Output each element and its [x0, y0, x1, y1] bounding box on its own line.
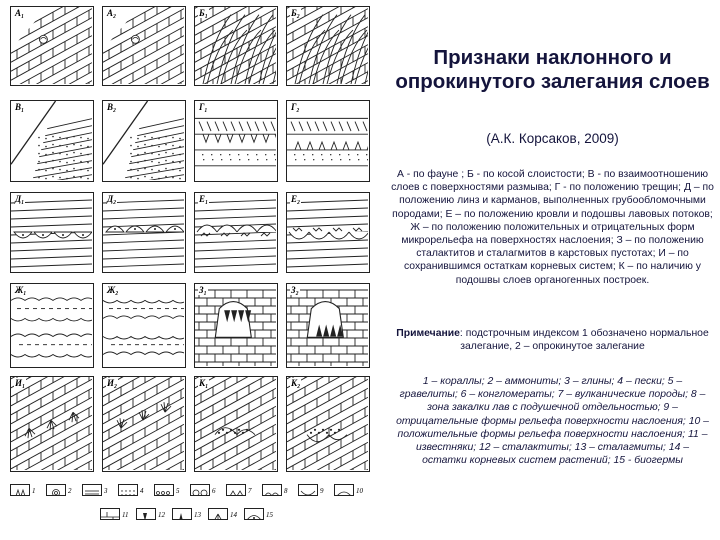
legend-swatch-drawing [245, 512, 263, 520]
figure-panel [102, 100, 186, 182]
legend-swatch [100, 508, 120, 520]
legend-number: 13 [194, 511, 201, 519]
panel-drawing [287, 193, 368, 271]
panel-label: Б₂ [291, 8, 300, 18]
legend-swatch-drawing [227, 488, 245, 496]
figure-panel [286, 6, 370, 86]
citation: (А.К. Корсаков, 2009) [486, 131, 619, 146]
figure-panel [194, 376, 278, 472]
legend-item [298, 484, 332, 498]
figure-panel [102, 283, 186, 368]
panel-drawing [103, 377, 184, 470]
panel-label: Е₁ [199, 194, 209, 204]
description-text: А - по фауне ; Б - по косой слоистости; В - по взаимоотношению слоев с поверхностями размыва; Г - по положению трещин; Д – по положению линз и карманов, выполненных грубообломочными породами; Е – по положению кровли и подошвы лавовых потоков; Ж – по положению положительных и отрицательных форм микрорельефа на поверхностях наслоения; З – по положению сталактитов и сталагмитов в карстовых пустотах; И – по сохранившимся остаткам корневых систем; К – по наличию у подошвы слоев органогенных построек. [391, 169, 714, 286]
panel-drawing [195, 101, 276, 180]
panel-label: Д₁ [15, 194, 25, 204]
figure-panel [286, 100, 370, 182]
legend-swatch-drawing [173, 512, 191, 520]
note-text [389, 327, 716, 353]
legend-item [118, 484, 152, 498]
panel-label: Г₁ [199, 102, 208, 112]
panel-drawing [11, 193, 92, 271]
legend-item [100, 508, 134, 522]
legend-number: 3 [104, 487, 108, 495]
legend-item [136, 508, 170, 522]
figure-panel [194, 6, 278, 86]
legend-number: 15 [266, 511, 273, 519]
legend-swatch [172, 508, 192, 520]
figure-panel [286, 192, 370, 273]
legend-item [154, 484, 188, 498]
figure-panel [10, 100, 94, 182]
legend-swatch [208, 508, 228, 520]
figure-panel [10, 376, 94, 472]
figure-panel [102, 376, 186, 472]
legend-number: 9 [320, 487, 324, 495]
legend-swatch [190, 484, 210, 496]
panel-label: К₂ [291, 378, 301, 388]
legend-swatch-drawing [155, 488, 173, 496]
panel-label: В₂ [107, 102, 117, 112]
slide-title: Признаки наклонного и опрокинутого залегания слоев [395, 46, 710, 93]
panel-drawing [287, 7, 368, 84]
legend-swatch [82, 484, 102, 496]
legend-swatch-drawing [11, 488, 29, 496]
legend-swatch [298, 484, 318, 496]
panel-drawing [103, 101, 184, 180]
panel-label: А₁ [15, 8, 25, 18]
legend-item [244, 508, 278, 522]
panel-drawing [103, 7, 184, 84]
figure-panel [102, 192, 186, 273]
figure-panel [194, 100, 278, 182]
legend-item [334, 484, 368, 498]
panel-drawing [11, 377, 92, 470]
legend-item [82, 484, 116, 498]
figure-panel [10, 192, 94, 273]
panel-label: Б₁ [199, 8, 208, 18]
legend-number: 2 [68, 487, 72, 495]
figure-panel [10, 283, 94, 368]
figure-panel [194, 283, 278, 368]
legend-number: 6 [212, 487, 216, 495]
panel-drawing [11, 101, 92, 180]
legend-swatch-drawing [137, 512, 155, 520]
panel-label: Д₂ [107, 194, 117, 204]
legend-swatch [334, 484, 354, 496]
panel-drawing [11, 7, 92, 84]
legend-swatch-drawing [191, 488, 209, 496]
legend-swatch [154, 484, 174, 496]
legend-swatch [10, 484, 30, 496]
legend-number: 5 [176, 487, 180, 495]
panel-label: Е₂ [291, 194, 301, 204]
panel-drawing [287, 377, 368, 470]
legend-number: 7 [248, 487, 252, 495]
panel-drawing [103, 284, 184, 366]
legend-item [46, 484, 80, 498]
legend-number: 10 [356, 487, 363, 495]
panel-label: И₁ [15, 378, 26, 388]
legend-number: 11 [122, 511, 129, 519]
panel-drawing [287, 101, 368, 180]
panel-label: А₂ [107, 8, 117, 18]
legend-swatch-drawing [263, 488, 281, 496]
panel-label: И₂ [107, 378, 118, 388]
legend-swatch [46, 484, 66, 496]
legend-swatch-drawing [119, 488, 137, 496]
figure-panel [102, 6, 186, 86]
legend-number: 8 [284, 487, 288, 495]
figure-panel [194, 192, 278, 273]
legend-swatch-drawing [47, 488, 65, 496]
legend-swatch-drawing [101, 512, 119, 520]
legend-number: 4 [140, 487, 144, 495]
legend-item [190, 484, 224, 498]
note-label: Примечание [396, 328, 460, 339]
legend-swatch [244, 508, 264, 520]
panel-drawing [195, 7, 276, 84]
legend-swatch [136, 508, 156, 520]
figure-panel [286, 283, 370, 368]
figure-panel [10, 6, 94, 86]
legend-item [10, 484, 44, 498]
legend-swatch [118, 484, 138, 496]
legend-item [208, 508, 242, 522]
figure-panel [286, 376, 370, 472]
panel-drawing [287, 284, 368, 366]
legend-swatch-drawing [209, 512, 227, 520]
legend-item [172, 508, 206, 522]
panel-drawing [195, 377, 276, 470]
panel-drawing [11, 284, 92, 366]
legend-item [226, 484, 260, 498]
panel-label: З₁ [199, 285, 207, 295]
legend-item [262, 484, 296, 498]
panel-drawing [103, 193, 184, 271]
panel-drawing [195, 193, 276, 271]
legend-number: 1 [32, 487, 36, 495]
panel-label: Ж₁ [15, 285, 27, 295]
panel-label: Ж₂ [107, 285, 119, 295]
legend-text: 1 – кораллы; 2 – аммониты; 3 – глины; 4 – пески; 5 – гравелиты; 6 – конгломераты; 7 – вулканические породы; 8 – зона закалки лав с подушечной отдельностью; 9 – отрицательные формы рельефа поверхности наслоения; 10 – положительные формы рельефа поверхности наслоения; 11 – известняки; 12 – сталактиты; 13 – сталагмиты; 14 – остатки корневых систем растений; 15 - биогермы [396, 376, 709, 467]
legend-number: 12 [158, 511, 165, 519]
panel-label: В₁ [15, 102, 25, 112]
panel-label: Г₂ [291, 102, 300, 112]
legend-swatch-drawing [299, 488, 317, 496]
legend-swatch [262, 484, 282, 496]
panel-label: З₂ [291, 285, 299, 295]
legend-swatch-drawing [83, 488, 101, 496]
text-area [385, 0, 720, 540]
note-body: : подстрочным индексом 1 обозначено нормальное залегание, 2 – опрокинутое залегание [459, 328, 709, 353]
panel-drawing [195, 284, 276, 366]
legend-swatch [226, 484, 246, 496]
panel-label: К₁ [199, 378, 209, 388]
legend-number: 14 [230, 511, 237, 519]
legend-swatch-drawing [335, 488, 353, 496]
